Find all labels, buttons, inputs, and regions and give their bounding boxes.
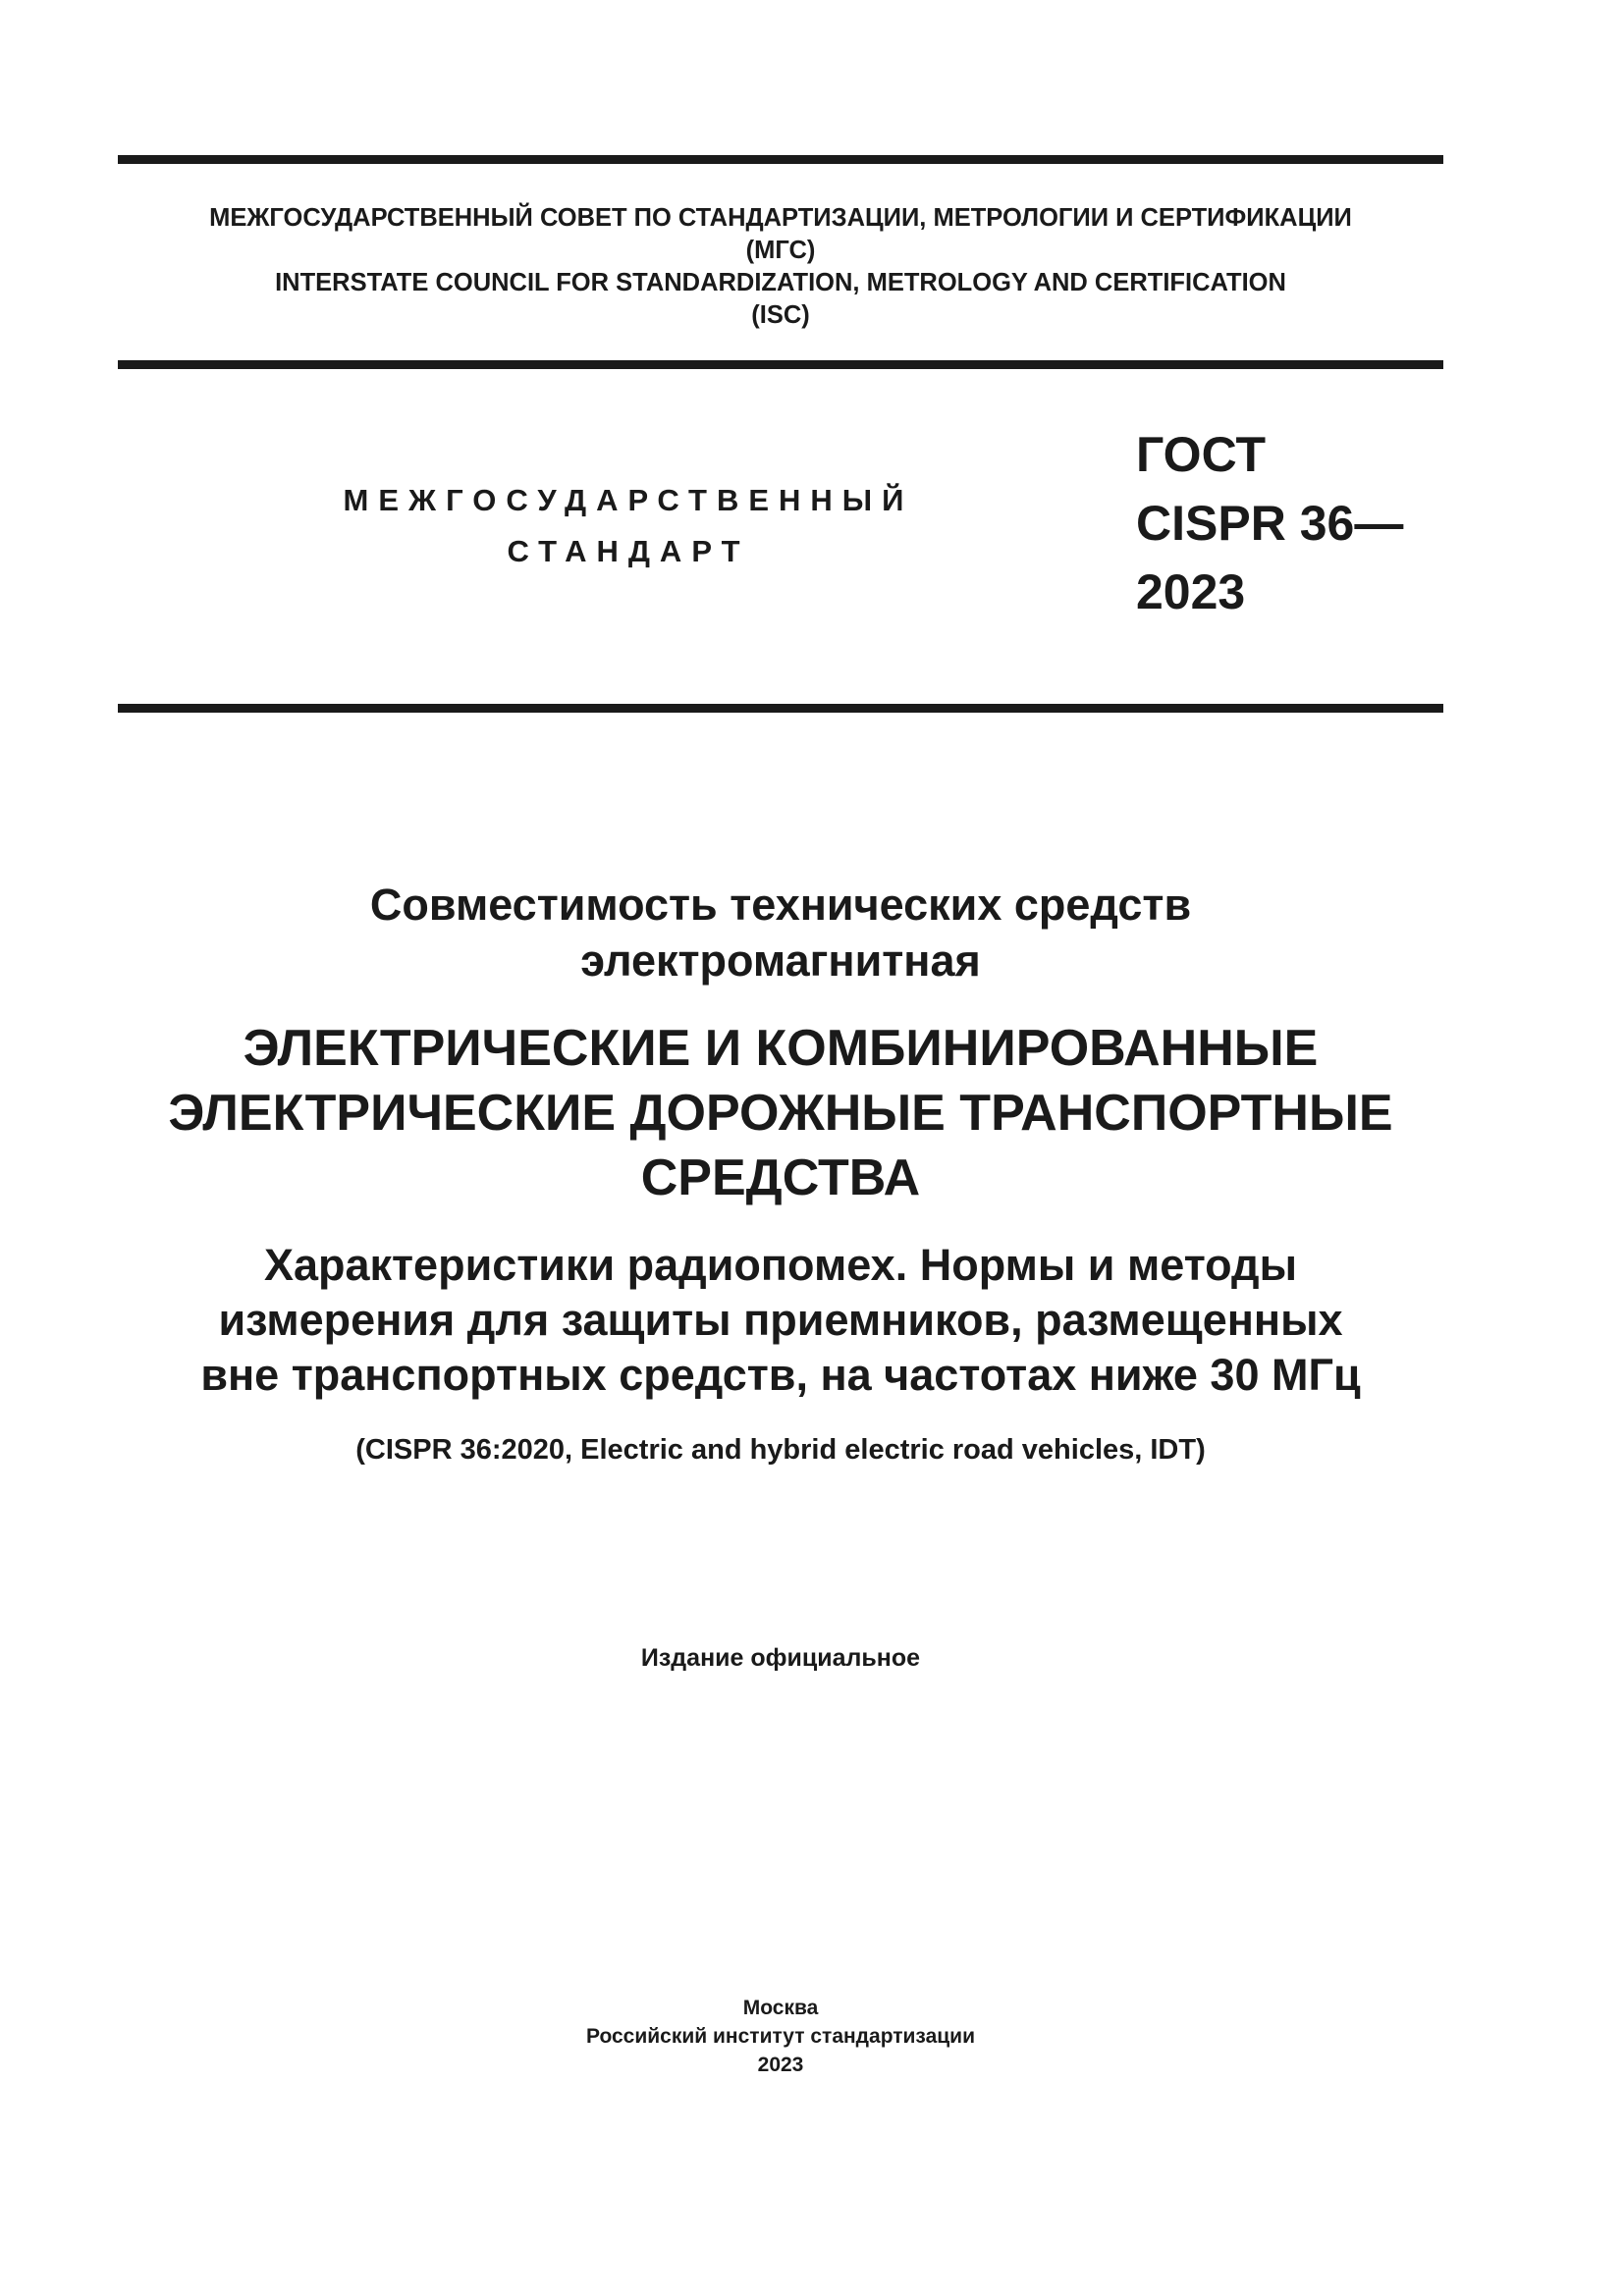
standard-kind-line2: СТАНДАРТ — [507, 534, 750, 568]
general-title — [98, 877, 1463, 988]
council-abbr-ru: (МГС) — [745, 237, 816, 264]
imprint — [118, 1994, 1443, 2079]
subtitle — [98, 1238, 1463, 1403]
header-divider-rule — [118, 360, 1443, 369]
standard-code-line1: ГОСТ — [1136, 427, 1266, 482]
imprint-city: Москва — [742, 1997, 819, 2019]
council-header — [118, 202, 1443, 332]
council-abbr-en: (ISC) — [751, 301, 810, 329]
international-reference: (CISPR 36:2020, Electric and hybrid electric road vehicles, IDT) — [355, 1434, 1206, 1466]
imprint-year: 2023 — [757, 2054, 804, 2076]
standard-code-line3: 2023 — [1136, 564, 1246, 619]
imprint-publisher: Российский институт стандартизации — [585, 2025, 976, 2048]
designation-divider-rule — [118, 704, 1443, 713]
general-title-line2: электромагнитная — [580, 935, 981, 986]
top-rule — [118, 155, 1443, 164]
general-title-line1: Совместимость технических средств — [369, 880, 1192, 930]
standard-code-line2: CISPR 36— — [1136, 496, 1404, 551]
subtitle-line2: измерения для защиты приемников, размещенных — [218, 1295, 1343, 1345]
subtitle-line3: вне транспортных средств, на частотах ниже 30 МГц — [200, 1350, 1361, 1400]
standard-kind — [295, 475, 962, 577]
edition-label: Издание официальное — [640, 1644, 921, 1672]
main-title — [98, 1016, 1463, 1210]
subtitle-line1: Характеристики радиопомех. Нормы и методы — [263, 1240, 1298, 1290]
standard-designation — [1136, 420, 1450, 626]
main-title-line2: ЭЛЕКТРИЧЕСКИЕ ДОРОЖНЫЕ ТРАНСПОРТНЫЕ — [168, 1085, 1393, 1142]
standard-kind-line1: МЕЖГОСУДАРСТВЕННЫЙ — [343, 483, 914, 517]
main-title-line1: ЭЛЕКТРИЧЕСКИЕ И КОМБИНИРОВАННЫЕ — [243, 1020, 1319, 1077]
council-name-en: INTERSTATE COUNCIL FOR STANDARDIZATION, METROLOGY AND CERTIFICATION — [275, 269, 1286, 296]
main-title-line3: СРЕДСТВА — [640, 1149, 921, 1206]
council-name-ru: МЕЖГОСУДАРСТВЕННЫЙ СОВЕТ ПО СТАНДАРТИЗАЦИИ, МЕТРОЛОГИИ И СЕРТИФИКАЦИИ — [209, 204, 1352, 232]
document-title — [98, 877, 1463, 1468]
